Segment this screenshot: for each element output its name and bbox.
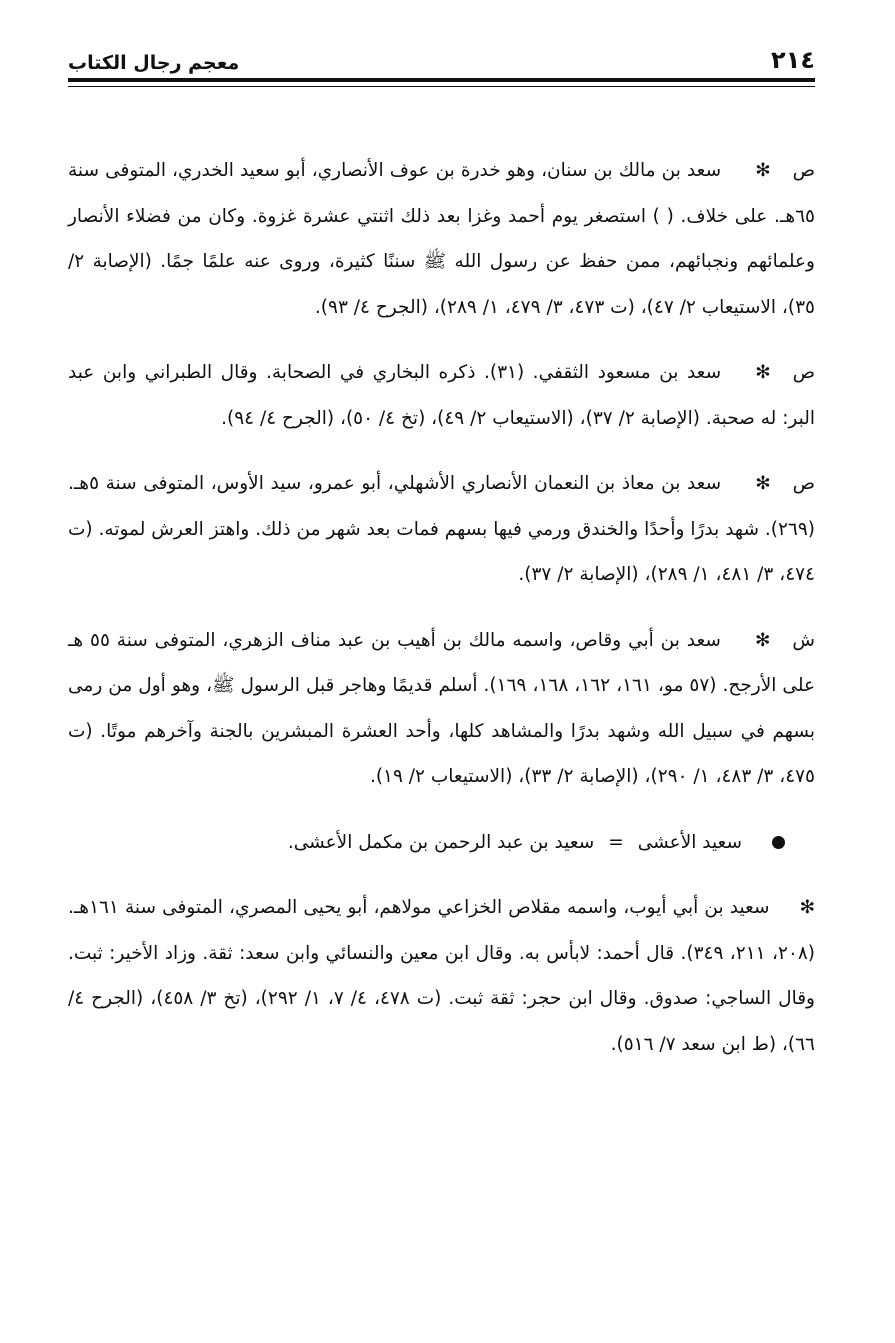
star-icon: ✻ <box>755 362 771 383</box>
page-body <box>68 148 815 1087</box>
entry-text: سعد بن مالك بن سنان، وهو خدرة بن عوف الأنصاري، أبو سعيد الخدري، المتوفى سنة ٦٥هـ. على خلاف. ( ) استصغر يوم أحمد وغزا بعد ذلك اثنتي عشرة غزوة. وكان من فضلاء الأنصار وعلمائهم ونجبائهم، ممن حفظ عن رسول الله ﷺ سننًا كثيرة، وروى عنه علمًا جمًا. (الإصابة ٢/ ٣٥)، الاستيعاب ٢/ ٤٧)، (ت ٤٧٣، ٣/ ٤٧٩، ١/ ٢٨٩)، (الجرح ٤/ ٩٣). <box>68 160 815 318</box>
page-header <box>68 38 815 74</box>
entry-saad-bin-muadh <box>68 461 815 598</box>
entry-text: سعيد بن أبي أيوب، واسمه مقلاص الخزاعي مولاهم، أبو يحيى المصري، المتوفى سنة ١٦١هـ. (٢٠٨، ٢١١، ٣٤٩). قال أحمد: لابأس به. وقال ابن معين والنسائي وابن سعد: ثقة. وزاد الأخير: ثبت. وقال الساجي: صدوق. وقال ابن حجر: ثقة ثبت. (ت ٤٧٨، ٤/ ٧، ١/ ٢٩٢)، (تخ ٣/ ٤٥٨)، (الجرح ٤/ ٦٦)، (ط ابن سعد ٧/ ٥١٦). <box>68 897 815 1055</box>
star-icon: ✻ <box>754 629 771 651</box>
star-icon: ✻ <box>799 897 815 918</box>
header-rule-thick <box>68 78 815 82</box>
entry-tag: ص <box>792 160 815 181</box>
entry-text: سعد بن أبي وقاص، واسمه مالك بن أهيب بن عبد مناف الزهري، المتوفى سنة ٥٥ هـ على الأرجح. (٥٧ مو، ١٦١، ١٦٢، ١٦٨، ١٦٩). أسلم قديمًا وهاجر قبل الرسول ﷺ، وهو أول من رمى بسهم في سبيل الله وشهد بدرًا والمشاهد كلها، وأحد العشرة المبشرين بالجنة وآخرهم موتًا. (ت ٤٧٥، ٣/ ٤٨٣، ١/ ٢٩٠)، (الإصابة ٢/ ٣٣)، (الاستيعاب ٢/ ١٩). <box>68 629 815 787</box>
entry-tag: ش <box>792 629 815 651</box>
crossref-said-alashaa <box>68 820 815 866</box>
entry-tag: ص <box>792 362 815 383</box>
entry-text: سعد بن مسعود الثقفي. (٣١). ذكره البخاري في الصحابة. وقال الطبراني وابن عبد البر: له صحبة. (الإصابة ٢/ ٣٧)، (الاستيعاب ٢/ ٤٩)، (تخ ٤/ ٥٠)، (الجرح ٤/ ٩٤). <box>68 362 815 429</box>
entry-tag: ص <box>792 473 815 494</box>
bullet-icon <box>772 836 785 849</box>
star-icon: ✻ <box>755 160 771 181</box>
header-rule-thin <box>68 86 815 87</box>
entry-saad-bin-abi-waqqas <box>68 618 815 800</box>
entry-saad-bin-masud <box>68 350 815 441</box>
crossref-name: سعيد الأعشى <box>637 831 742 853</box>
crossref-target: سعيد بن عبد الرحمن بن مكمل الأعشى. <box>287 831 595 853</box>
entry-saad-bin-malik <box>68 148 815 330</box>
entry-text: سعد بن معاذ بن النعمان الأنصاري الأشهلي، أبو عمرو، سيد الأوس، المتوفى سنة ٥هـ. (٢٦٩). شهد بدرًا وأحدًا والخندق ورمي فيها بسهم فمات بعد شهر من ذلك. واهتز العرش لموته. (ت ٤٧٤، ٣/ ٤٨١، ١/ ٢٨٩)، (الإصابة ٢/ ٣٧). <box>68 473 815 585</box>
page-number: ٢١٤ <box>771 46 815 74</box>
equals-sign: = <box>608 831 624 853</box>
star-icon: ✻ <box>755 473 771 494</box>
running-title: معجم رجال الكتاب <box>68 52 240 74</box>
entry-said-bin-abi-ayyub <box>68 885 815 1067</box>
